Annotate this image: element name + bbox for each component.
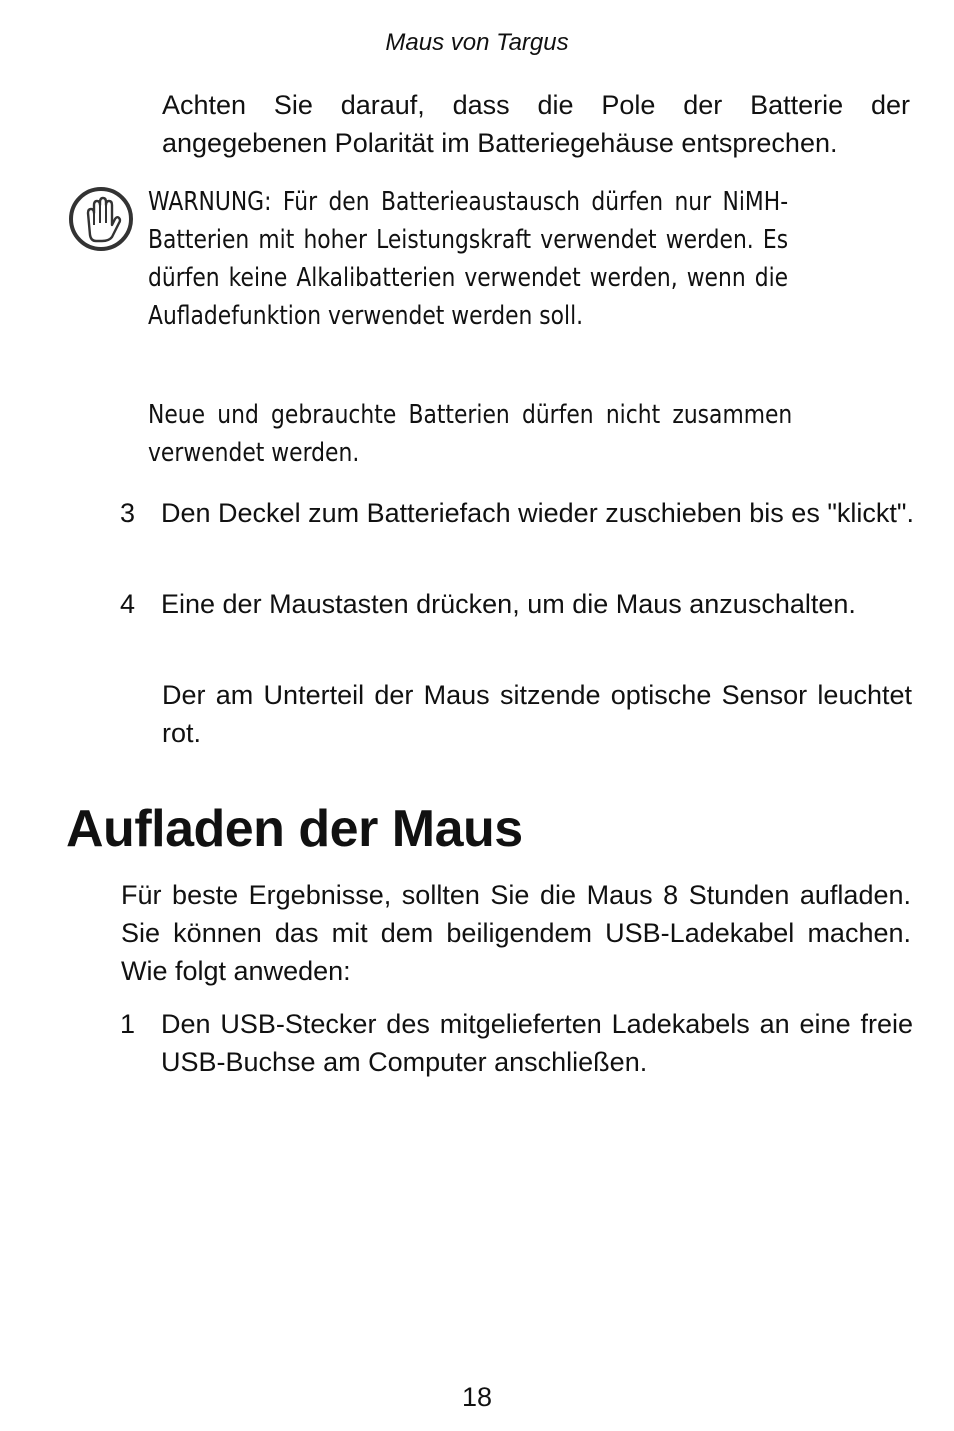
page-number: 18 [461, 1382, 493, 1412]
step-text: Den Deckel zum Batteriefach wieder zuschieben bis es "klickt". [161, 498, 914, 528]
step-4-note: Der am Unterteil der Maus sitzende optische Sensor leuchtet rot. [162, 680, 912, 748]
step-number: 1 [120, 1009, 136, 1039]
polarity-note: Achten Sie darauf, dass die Pole der Batterie der angegebenen Polarität im Batteriegehäuse entsprechen. [162, 90, 910, 158]
step-text: Eine der Maustasten drücken, um die Maus anzuschalten. [161, 589, 856, 619]
step-text: Den USB-Stecker des mitgelieferten Ladekabels an eine freie USB-Buchse am Computer anschließen. [161, 1009, 913, 1077]
list-item-step-4 [120, 585, 914, 665]
list-item-charge-step-1 [120, 1005, 914, 1085]
stop-hand-icon [68, 185, 134, 253]
step-number: 4 [120, 589, 136, 619]
section-intro: Für beste Ergebnisse, sollten Sie die Maus 8 Stunden aufladen. Sie können das mit dem beiligendem USB-Ladekabel machen. Wie folgt anweden: [121, 880, 911, 986]
section-title: Aufladen der Maus [66, 800, 523, 858]
warning-note: Neue und gebrauchte Batterien dürfen nicht zusammen verwendet werden. [148, 400, 793, 468]
warning-text: WARNUNG: Für den Batterieaustausch dürfen nur NiMH-Batterien mit hoher Leistungskraft verwendet werden. Es dürfen keine Alkalibatterien verwendet werden, wenn die Aufladefunktion verwendet werden soll. [148, 187, 789, 331]
running-header: Maus von Targus [385, 29, 569, 56]
step-number: 3 [120, 498, 136, 528]
list-item-step-3 [120, 494, 914, 574]
